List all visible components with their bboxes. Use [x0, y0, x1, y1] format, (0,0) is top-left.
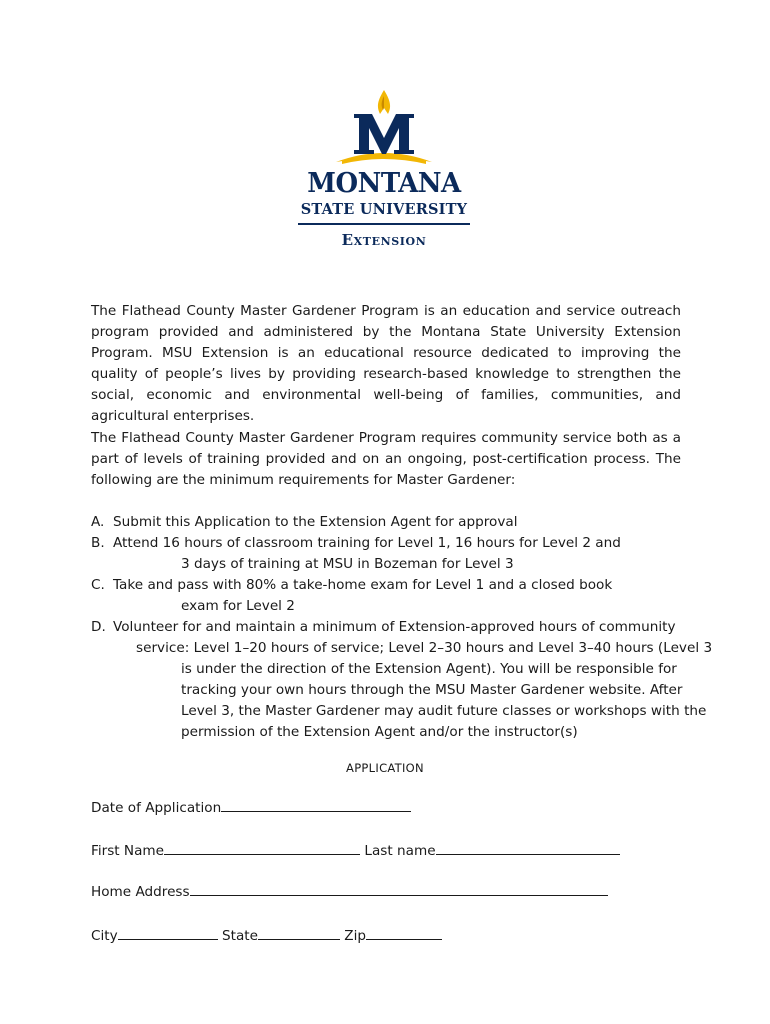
- date-of-application-row: [91, 797, 411, 818]
- first-name-label: First Name: [91, 843, 165, 859]
- requirement-text: permission of the Extension Agent and/or the instructor(s): [181, 724, 578, 740]
- requirement-letter: B.: [91, 535, 105, 551]
- logo-text-montana: MONTANA: [307, 168, 461, 199]
- date-of-application-label: Date of Application: [91, 800, 222, 816]
- city-label: City: [91, 928, 118, 944]
- city-field[interactable]: [118, 925, 218, 940]
- city-state-zip-row: [91, 925, 442, 946]
- requirement-text: Submit this Application to the Extension Agent for approval: [113, 514, 518, 530]
- requirement-text: exam for Level 2: [181, 598, 295, 614]
- zip-label: Zip: [344, 928, 367, 944]
- logo-divider: [298, 223, 470, 225]
- requirement-text: Attend 16 hours of classroom training for Level 1, 16 hours for Level 2 and: [113, 535, 621, 551]
- requirements-list: [91, 512, 713, 743]
- home-address-field[interactable]: [190, 881, 608, 896]
- requirement-text: Volunteer for and maintain a minimum of Extension-approved hours of community: [113, 619, 676, 635]
- last-name-field[interactable]: [436, 840, 620, 855]
- requirement-text: is under the direction of the Extension Agent). You will be responsible for: [181, 661, 677, 677]
- date-of-application-field[interactable]: [221, 797, 411, 812]
- zip-field[interactable]: [366, 925, 442, 940]
- state-label: State: [221, 928, 258, 944]
- requirement-text: 3 days of training at MSU in Bozeman for Level 3: [181, 556, 514, 572]
- logo-text-state-university: STATE UNIVERSITY: [300, 201, 468, 218]
- home-address-label: Home Address: [91, 884, 190, 900]
- requirement-c: [91, 575, 691, 617]
- home-address-row: [91, 881, 608, 902]
- requirement-text: service: Level 1–20 hours of service; Level 2–30 hours and Level 3–40 hours (Level 3: [136, 640, 713, 656]
- msu-m-flame-icon: [292, 88, 476, 168]
- requirement-text: Level 3, the Master Gardener may audit future classes or workshops with the: [181, 703, 707, 719]
- msu-extension-logo: [292, 88, 476, 256]
- intro-paragraph-2: The Flathead County Master Gardener Program requires community service both as a part of levels of training provided and on an ongoing, post-certification process. The following are the minimum requirements for Master Gardener:: [91, 430, 681, 488]
- first-name-field[interactable]: [164, 840, 360, 855]
- state-field[interactable]: [258, 925, 340, 940]
- requirement-letter: A.: [91, 514, 105, 530]
- requirement-text: tracking your own hours through the MSU Master Gardener website. After: [181, 682, 683, 698]
- requirement-b: [91, 533, 691, 575]
- requirement-letter: C.: [91, 577, 105, 593]
- name-row: [91, 840, 620, 861]
- intro-paragraph-1: The Flathead County Master Gardener Program is an education and service outreach program provided and administered by the Montana State University Extension Program. MSU Extension is an educational resource dedicated to improving the quality of people’s lives by providing research-based knowledge to strengthen the social, economic and environmental well-being of families, communities, and agricultural enterprises.: [91, 303, 681, 424]
- requirement-d: [91, 617, 713, 743]
- last-name-label: Last name: [364, 843, 436, 859]
- requirement-letter: D.: [91, 619, 106, 635]
- requirement-text: Take and pass with 80% a take-home exam for Level 1 and a closed book: [113, 577, 613, 593]
- application-heading: APPLICATION: [346, 761, 424, 775]
- requirement-a: [91, 512, 691, 533]
- logo-text-extension: Extension: [341, 231, 427, 249]
